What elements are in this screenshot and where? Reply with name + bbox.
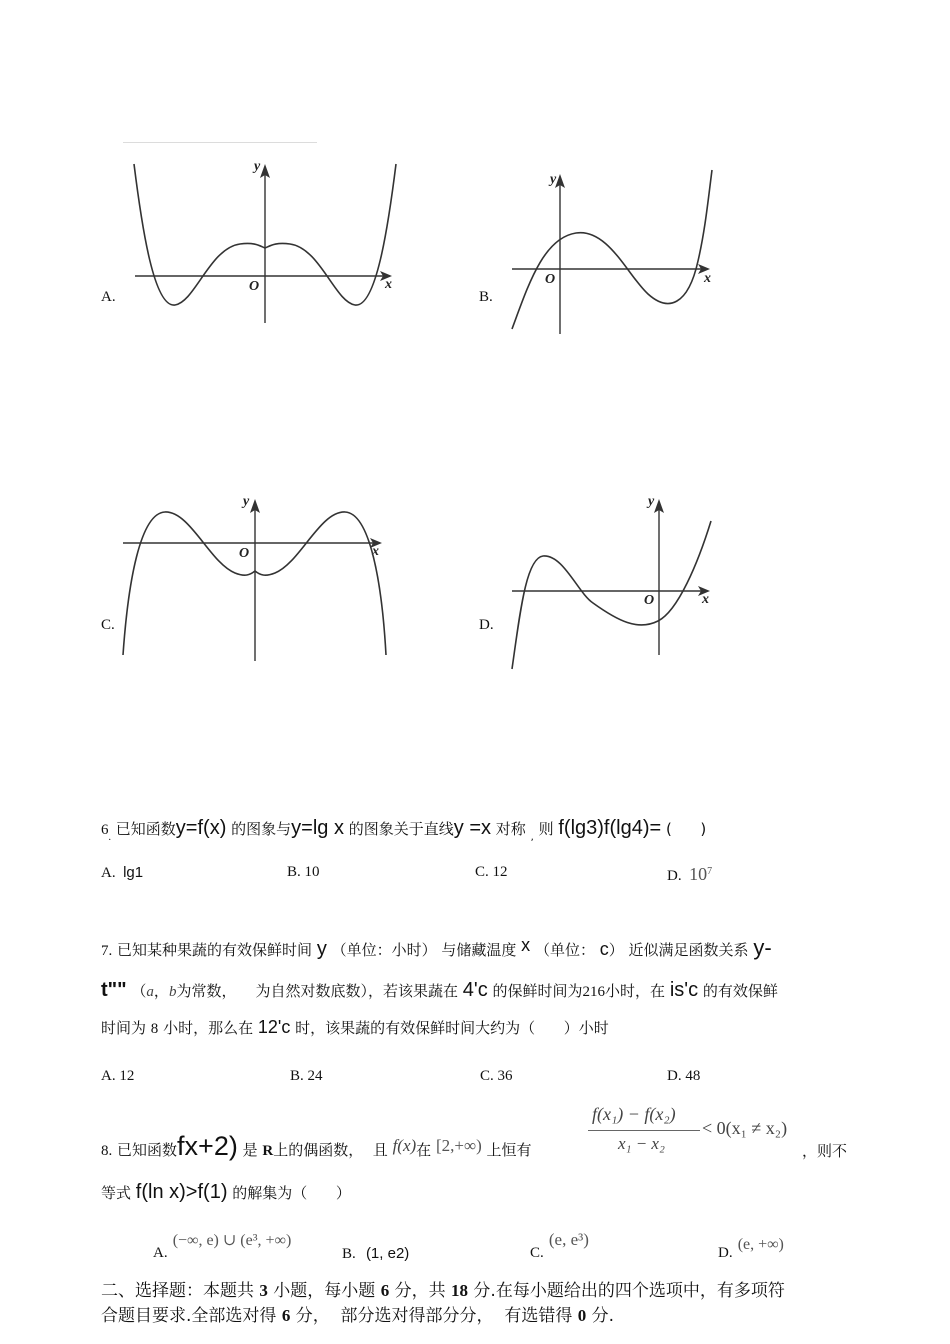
q7-option-d[interactable] [667,1068,700,1085]
math-expr: x [521,935,531,955]
text: 已知某种果蔬的有效保鲜时间 [117,941,313,959]
y-label: y [254,159,261,174]
fraction-numerator: f(x₁) − f(x₂) [592,1104,676,1124]
question-7-line-1 [101,936,772,959]
question-6 [101,818,706,843]
fraction-bar [588,1130,700,1131]
inequality-rhs: < 0(x₁ ≠ x₂) [702,1118,788,1138]
question-7-line-2 [101,980,778,1000]
dot: . [108,832,111,843]
number: 0 [577,1305,587,1325]
x-label: x [704,271,711,286]
text: 是 [242,1141,258,1159]
text: （单位： [534,941,595,959]
question-number: 6 [101,822,109,838]
option-value: 10 [304,864,320,880]
text: （单位：小时） 与储藏温度 [331,941,517,959]
math-expr: fx+2) [177,1131,238,1161]
text: ，则不 [802,1142,848,1160]
y-label: y [243,494,250,509]
text: ， [153,982,169,1000]
text: 分， 部分选对得部分分， 有选错得 [290,1305,578,1326]
question-number: 7. [101,943,113,959]
option-label: A. [153,1245,168,1261]
var-a: a [146,984,154,1000]
figure-a-graph [130,158,400,328]
figure-a-label: A. [101,289,116,305]
text: 分，共 [389,1281,452,1301]
text: 分.在每小题给出的四个选项中，有多项符 [468,1281,785,1301]
option-label: D. [667,868,682,884]
option-label: B. [290,1068,304,1084]
math-expr: y=f(x) [175,817,227,839]
option-value: 48 [685,1068,701,1084]
question-8-line-2 [101,1182,351,1202]
real-numbers-symbol: R [262,1143,274,1159]
q8-option-b[interactable] [342,1243,409,1263]
text: 分. [586,1305,615,1326]
question-8-line-1 [101,1133,532,1160]
origin-label: O [239,546,250,561]
question-7-line-3 [101,1018,609,1037]
figure-b-label: B. [479,289,493,305]
number: 216 [582,984,606,1000]
q6-option-b[interactable] [287,864,320,881]
option-value: lg1 [123,864,144,881]
number: 6 [281,1305,291,1325]
text: 二、选择题：本题共 [101,1281,260,1301]
option-label: D. [667,1068,682,1084]
q6-option-d[interactable] [667,864,712,885]
figure-d-graph [508,493,718,673]
x-label: x [372,544,379,559]
text: 小时，在 [605,982,666,1000]
option-value: 10 [689,864,708,884]
answer-blank: ( ) [665,820,707,838]
q7-option-c[interactable] [480,1068,513,1085]
math-expr: 12'c [257,1017,291,1037]
q6-option-a[interactable] [101,864,143,882]
math-expr: c [599,939,609,959]
text: 的图象与 [231,820,292,838]
origin-label: O [249,279,260,294]
number: 18 [451,1281,469,1300]
math-expr: y- [753,935,772,960]
figure-d-label: D. [479,617,494,633]
q8-option-d[interactable] [718,1234,784,1262]
text: 上恒有 [486,1141,532,1159]
option-label: D. [718,1245,733,1261]
question-number: 8. [101,1143,113,1159]
text: 的图象关于直线 [348,820,454,838]
section-2-line-2 [101,1304,785,1329]
text: 对称 [495,820,526,838]
text: 的保鲜时间为 [492,982,583,1000]
figure-c-label: C. [101,617,115,633]
interval: [2,+∞) [435,1136,482,1155]
option-label: A. [101,1068,116,1084]
math-expr: y [316,938,327,960]
option-value: (−∞, e) ∪ (e³, +∞) [172,1232,292,1249]
var-b: b [168,984,177,1000]
number: 6 [380,1281,390,1300]
origin-label: O [545,272,556,287]
text: 时间为 [101,1019,147,1037]
text: 在 [416,1141,432,1159]
figure-c-graph [120,493,390,663]
math-expr: f(lg3)f(lg4)= [558,817,662,839]
text: 为常数， 为自然对数底数），若该果蔬在 [176,982,459,1000]
text: 时，该果蔬的有效保鲜时间大约为（ ）小时 [295,1019,609,1037]
option-value: (e, +∞) [737,1236,784,1253]
text: 的解集为（ ） [232,1184,351,1202]
text: 则 [538,820,554,838]
option-value: (e, e³) [548,1230,589,1249]
q8-option-c[interactable] [530,1230,589,1262]
q8-option-a[interactable] [153,1230,291,1262]
number: 8 [150,1021,159,1037]
x-label: x [385,277,392,292]
option-value: 36 [497,1068,513,1084]
divider-line [123,142,317,143]
y-label: y [550,172,557,187]
text: ） 近似满足函数关系 [608,941,749,959]
section-2-instructions [101,1279,785,1329]
math-expr: 4'c [462,979,488,1001]
text: （ [131,982,147,1000]
option-label: C. [530,1245,544,1261]
math-expr: is'c [669,979,699,1001]
option-value: (1, e2) [365,1245,410,1262]
y-label: y [648,494,655,509]
math-expr: t"" [101,979,127,1001]
text: 上的偶函数， 且 [273,1141,388,1159]
option-label: C. [475,864,489,880]
text: 等式 [101,1184,132,1202]
x-label: x [702,592,709,607]
option-value: 12 [119,1068,135,1084]
number: 3 [259,1281,268,1300]
option-label: B. [287,864,301,880]
option-label: B. [342,1246,356,1262]
exponent: 7 [707,866,713,877]
figure-b-graph [508,166,718,336]
text: 小时，那么在 [163,1019,254,1037]
text: 已知函数 [117,1141,178,1159]
option-value: 12 [492,864,508,880]
text: 合题目要求.全部选对得 [101,1305,282,1326]
q7-option-b[interactable] [290,1068,323,1085]
option-value: 24 [307,1068,323,1084]
option-label: C. [480,1068,494,1084]
text: 的有效保鲜 [702,982,778,1000]
q6-option-c[interactable] [475,864,508,881]
comma: , [530,832,534,843]
q7-option-a[interactable] [101,1068,134,1085]
math-expr: f(ln x)>f(1) [135,1181,228,1203]
option-label: A. [101,865,116,881]
fraction-denominator: x₁ − x₂ [618,1134,665,1153]
math-expr: y =x [453,817,492,839]
origin-label: O [644,593,655,608]
text: 已知函数 [115,820,176,838]
text: 小题，每小题 [267,1281,381,1301]
math-expr: y=lg x [291,817,344,839]
section-2-line-1 [101,1279,785,1304]
math-expr: f(x) [392,1136,417,1155]
